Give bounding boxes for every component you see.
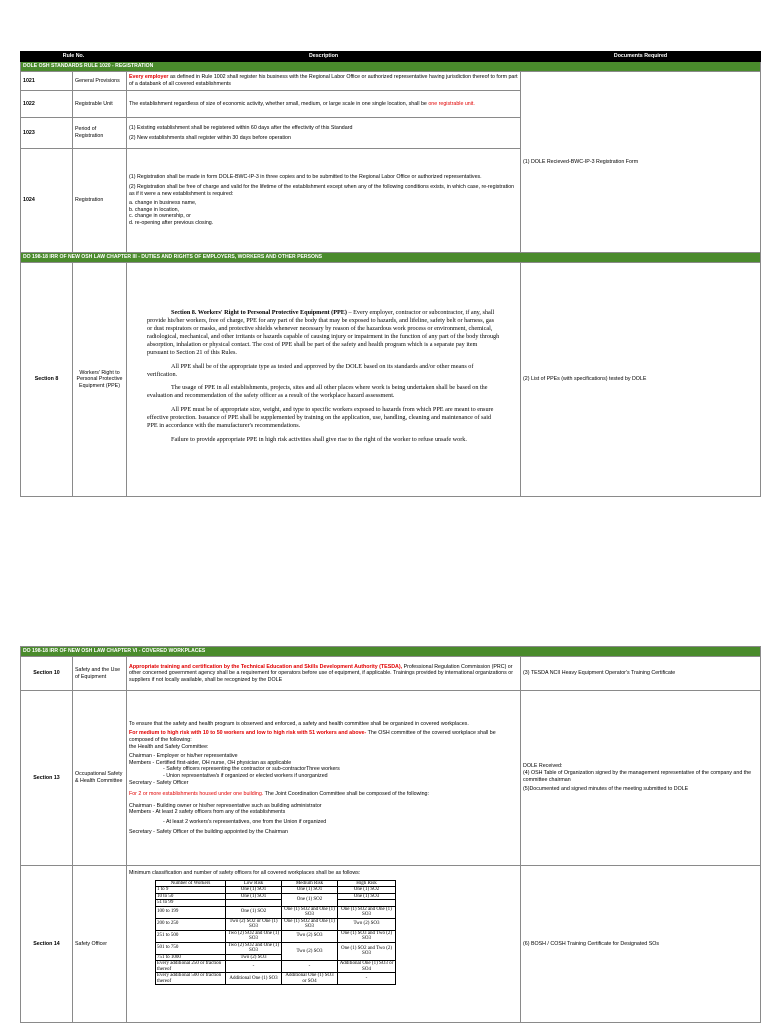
description-text: - At least 2 workers's representatives, one from the Union if organized [163, 819, 327, 826]
so-cell: Two (2) SO2 or One (1) SO3 [226, 918, 282, 930]
list-item: a. change in business name, [129, 200, 197, 207]
description-text: - Safety officers representing the contractor or sub-contractorThree workers [163, 766, 340, 773]
so-cell: Two (2) SO2 and One (1) SO3 [226, 942, 282, 954]
description-text: The Joint Coordination Committee shall be composed of the following: [263, 791, 429, 798]
header-documents: Documents Required [521, 52, 761, 62]
rule-number: 1023 [21, 118, 73, 149]
so-cell: 501 to 750 [156, 942, 226, 954]
rule-description [127, 91, 521, 118]
so-cell: Additional One (1) SO3 or SO4 [282, 973, 338, 985]
ppe-excerpt [127, 263, 521, 497]
documents-required: (6) BOSH / COSH Training Certificate for Designated SOs [521, 866, 761, 1023]
so-cell: One (1) SO2 [282, 893, 338, 906]
header-description: Description [127, 52, 521, 62]
description-text: To ensure that the safety and health program is observed and enforced, a safety and health committee shall be organized in covered workplaces. [129, 720, 469, 727]
rule-number: 1024 [21, 149, 73, 253]
so-cell: - [226, 961, 282, 973]
so-cell: One (1) SO2 and One (1) SO3 [338, 906, 396, 918]
rule-description [127, 691, 521, 866]
so-table-row [156, 930, 396, 942]
so-cell: Two (2) SO3 [282, 942, 338, 961]
so-cell: 251 to 500 [156, 930, 226, 942]
so-cell: Two (2) SO2 and One (1) SO3 [226, 930, 282, 942]
ppe-paragraph: All PPE must be of appropriate size, weight, and type to specific workers exposed to hazards from which PPE are meant to ensure effective protection. Issuance of PPE shall be supplemented by training on the application, use, handling, cleaning and maintenance of said PPE in accordance with the manufacturer's recommendations. [147, 406, 494, 430]
section-row-registration [21, 62, 761, 72]
ppe-heading: Section 8. Workers' Right to Personal Protective Equipment (PPE) [171, 308, 347, 316]
so-cell: Two (2) SO3 [226, 954, 282, 961]
header-rule-no: Rule No. [21, 52, 127, 62]
description-text [129, 791, 518, 798]
highlight-text: Every employer [129, 74, 169, 81]
highlight-text: one registrable unit. [428, 100, 475, 107]
rule-name: Safety and the Use of Equipment [73, 657, 127, 691]
ppe-paragraph: All PPE shall be of the appropriate type as tested and approved by the DOLE based on its standards and/or other means of verification. [147, 362, 474, 378]
rule-number: Section 14 [21, 866, 73, 1023]
description-text: The establishment regardless of size of economic activity, whether small, medium, or large scale in one single location, shall be [129, 100, 429, 107]
description-text: as defined in Rule 1002 shall register his business with the Regional Labor Office or authorized representative having jurisdiction thereof to form part of a databank of all covered establishments [129, 74, 518, 87]
rule-name: Workers' Right to Personal Protective Equipment (PPE) [73, 263, 127, 497]
description-text: Members - At least 2 safety officers from any of the establishments [129, 809, 286, 816]
so-cell: 10 to 50 [156, 893, 226, 900]
rule-description [127, 72, 521, 91]
description-text: Secretary - Safety Officer [129, 779, 189, 786]
description-text: Professional Regulation Commission (PRC) or other concerned government agency shall be a requirement for operators before use of equipment, if applicable. Trainings provided by international organizations or suppliers if not locally available, shall be recognized by the DOLE [129, 663, 513, 683]
table-row [21, 263, 761, 497]
description-text: Chairman - Building owner or his/her representative such as building administrator [129, 802, 322, 809]
rule-number: Section 10 [21, 657, 73, 691]
so-cell: One (1) SO2 and One (1) SO3 [282, 918, 338, 930]
so-cell: 751 to 1000 [156, 954, 226, 961]
description-text: the Health and Safety Committee: [129, 743, 209, 750]
so-cell: Two (2) SO3 [338, 918, 396, 930]
so-table-row [156, 918, 396, 930]
documents-text: DOLE Received: [523, 763, 563, 770]
so-cell: - [282, 961, 338, 973]
description-text: (1) Registration shall be made in form DOLE-BWC-IP-3 in three copies and to be submitted to the Regional Labor Office or authorized representatives. [129, 174, 482, 181]
rule-table-top [20, 51, 761, 497]
so-cell: Two (2) SO3 [282, 930, 338, 942]
so-header-cell: Number of Workers [156, 880, 226, 887]
documents-required: (1) DOLE Recieved-BWC-IP-3 Registration Form [521, 72, 761, 253]
description-text: (2) New establishments shall register within 30 days before operation [129, 134, 291, 141]
so-table-row [156, 973, 396, 985]
section-title: DO 198-18 IRR OF NEW OSH LAW CHAPTER VI - COVERED WORKPLACES [21, 647, 761, 657]
ppe-paragraph: The usage of PPE in all establishments, projects, sites and all other places where work is being undertaken shall be based on the evaluation and recommendation of the safety officer as a result of the workplace hazard assessment. [147, 384, 488, 400]
section-title: DOLE OSH STANDARDS RULE 1020 - REGISTRATION [21, 62, 761, 72]
so-cell: Additional One (1) SO3 [226, 973, 282, 985]
documents-text: (5)Documented and signed minutes of the meeting submitted to DOLE [523, 786, 689, 793]
description-text: The OSH committee of the covered workplace shall be composed of the following: [129, 730, 496, 743]
documents-required [521, 691, 761, 866]
so-cell: One (1) SO3 [338, 893, 396, 900]
rule-name: Registrable Unit [73, 91, 127, 118]
documents-required: (2) List of PPEs (with specifications) tested by DOLE [521, 263, 761, 497]
ppe-paragraph: Failure to provide appropriate PPE in high risk activities shall give rise to the right of the worker to refuse unsafe work. [171, 436, 467, 444]
documents-text: (4) OSH Table of Organization signed by the management representative of the company and the committee chairman [523, 769, 752, 783]
rule-name: Safety Officer [73, 866, 127, 1023]
so-cell: One (1) SO3 and Two (2) SO3 [338, 930, 396, 942]
safety-officer-table [155, 880, 396, 986]
list-item: b. change in location, [129, 206, 180, 213]
rule-number: 1021 [21, 72, 73, 91]
table-row [21, 691, 761, 866]
table-row [21, 866, 761, 1023]
so-cell: 100 to 199 [156, 906, 226, 918]
list-item: c. change in ownership, or [129, 213, 191, 220]
description-text [129, 730, 518, 743]
so-cell: Every additional 500 or fraction thereof [156, 973, 226, 985]
description-text: (2) Registration shall be free of charge and valid for the lifetime of the establishment except when any of the following conditions exists, in which case, re-registration as if it were a new establishment is required: [129, 183, 515, 197]
so-header-cell: Medium Risk [282, 880, 338, 887]
table-row [21, 72, 761, 91]
description-text: (1) Existing establishment shall be registered within 60 days after the effectivity of this Standard [129, 124, 353, 131]
so-cell: One (1) SO2 [338, 887, 396, 894]
so-cell: 1 to 9 [156, 887, 226, 894]
so-cell: 51 to 99 [156, 900, 226, 907]
section-row-chapter-vi [21, 647, 761, 657]
description-text: Members - Certified first-aider, OH nurse, OH physician as applicable [129, 759, 292, 766]
so-cell: Additional One (1) SO3 or SO4 [338, 961, 396, 973]
so-cell: One (1) SO1 [226, 893, 282, 900]
highlight-text: For medium to high risk with 10 to 50 workers and low to high risk with 51 workers and above- [129, 730, 367, 737]
so-table-row [156, 942, 396, 954]
description-text: Chairman - Employer or his/her representative [129, 753, 238, 760]
rule-number: 1022 [21, 91, 73, 118]
so-cell: 200 to 250 [156, 918, 226, 930]
rule-description [127, 118, 521, 149]
so-header-cell: Low Risk [226, 880, 282, 887]
rule-description [127, 866, 521, 1023]
so-header-cell: High Risk [338, 880, 396, 887]
so-cell: One (1) SO1 [226, 887, 282, 894]
highlight-text: Appropriate training and certification by the Technical Education and Skills Development Authority (TESDA), [129, 663, 403, 670]
ppe-text: – Every employer, contractor or subcontractor, if any, shall provide his/her workers, free of charge, PPE for any part of the body that may be exposed to hazards, and lifeline, safety belt or harness, gas or dust respirators or masks, and protective shields whenever necessary by reason of the hazardous work process or environment, chemical, radiological, mechanical, and other irritants or hazards capable of causing injury or impairment in the function of any part of the body through absorption, inhalation or physical contact. The cost of PPE shall be part of the safety and health program which is a separate pay item pursuant to Section 21 of this Rules. [147, 308, 500, 356]
rule-name: Registration [73, 149, 127, 253]
rule-number: Section 13 [21, 691, 73, 866]
rule-description [127, 657, 521, 691]
so-cell: Every additional 250 or fraction thereof [156, 961, 226, 973]
description-text: - Union representative/s if organized or elected workers if unorganized [163, 773, 328, 779]
description-text: Minimum classification and number of safety officers for all covered workplaces shall be as follows: [129, 870, 361, 876]
description-text: Secretary - Safety Officer of the building appointed by the Chairman [129, 828, 288, 835]
header-row [21, 52, 761, 62]
section-title: DO 198-18 IRR OF NEW OSH LAW CHAPTER III - DUTIES AND RIGHTS OF EMPLOYERS, WORKERS AND OTHER PERSONS [21, 253, 761, 263]
rule-name: Period of Registration [73, 118, 127, 149]
so-table-row [156, 961, 396, 973]
so-cell: One (1) SO1 [282, 887, 338, 894]
ppe-paragraph [147, 309, 500, 357]
rule-table-bottom [20, 646, 761, 1023]
table-row [21, 657, 761, 691]
so-cell: One (1) SO2 [226, 906, 282, 918]
rule-description [127, 149, 521, 253]
rule-name: Occupational Safety & Health Committee [73, 691, 127, 866]
rule-number: Section 8 [21, 263, 73, 497]
rule-name: General Provisions [73, 72, 127, 91]
highlight-text: For 2 or more establishments housed under one building. [129, 791, 264, 798]
so-cell: - [338, 973, 396, 985]
so-cell: One (1) SO2 and Two (2) SO3 [338, 942, 396, 961]
section-row-chapter-iii [21, 253, 761, 263]
documents-required: (3) TESDA NCII Heavy Equipment Operator's Training Certificate [521, 657, 761, 691]
list-item: d. re-opening after previous closing. [129, 220, 214, 227]
so-cell: One (1) SO2 and One (1) SO3 [282, 906, 338, 918]
so-table-row [156, 906, 396, 918]
